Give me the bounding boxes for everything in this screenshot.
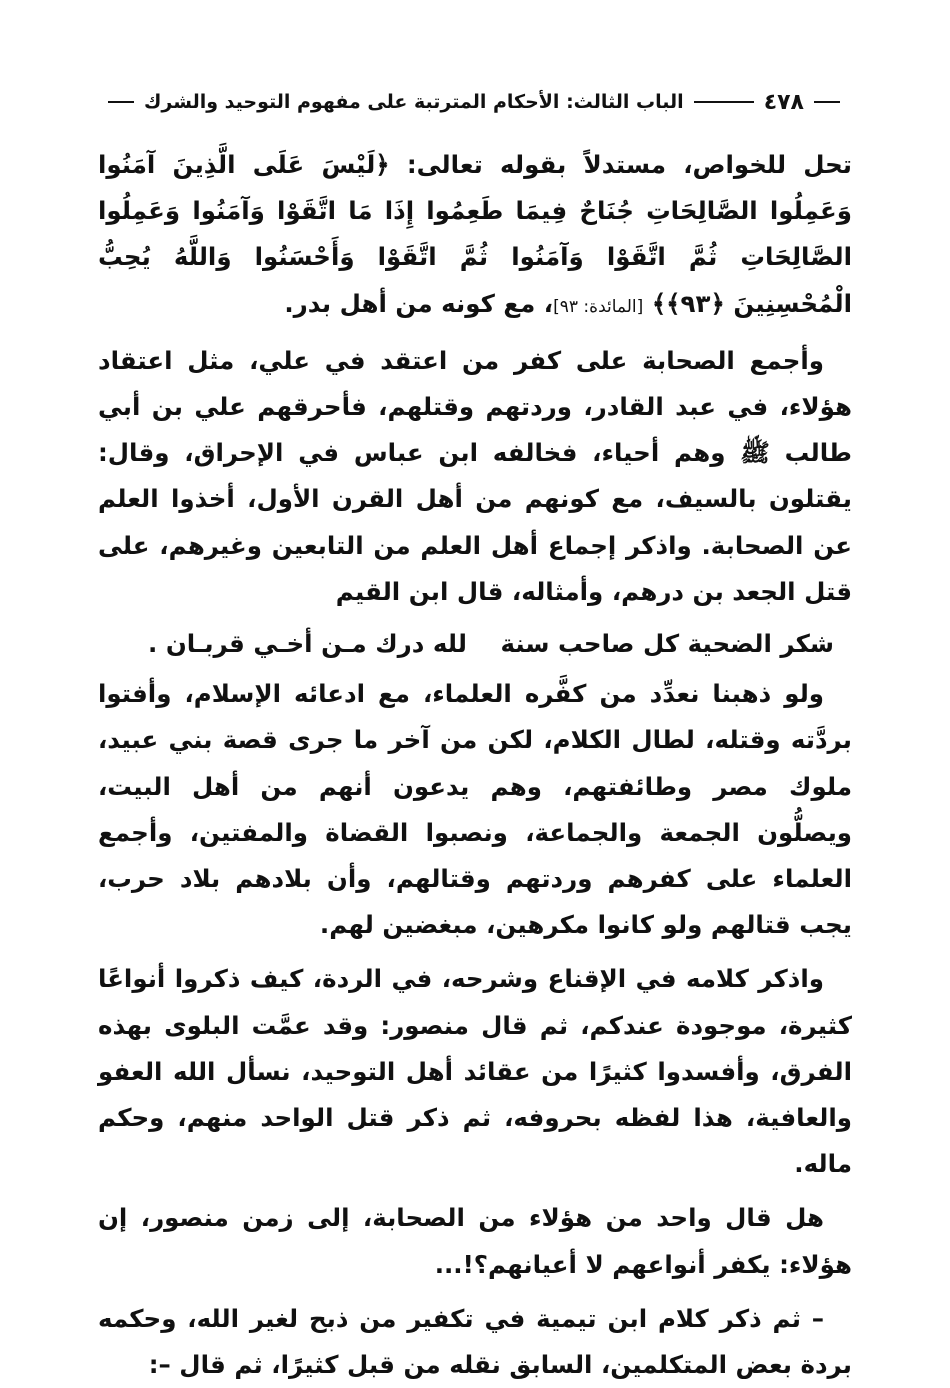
header-rule-right — [814, 101, 840, 103]
paragraph-1-text: تحل للخواص، مستدلاً بقوله تعالى: ﴿لَيْسَ عَلَى الَّذِينَ آمَنُوا وَعَمِلُوا الصَّالِحَاتِ جُنَاحٌ فِيمَا طَعِمُوا إِذَا مَا اتَّقَوْا وَآمَنُوا وَعَمِلُوا الصَّالِحَاتِ ثُمَّ اتَّقَوْا وَآمَنُوا ثُمَّ اتَّقَوْا وَأَحْسَنُوا وَاللَّهُ يُحِبُّ الْمُحْسِنِينَ ﴿٩٣﴾﴾ — [98, 150, 852, 318]
paragraph-4: واذكر كلامه في الإقناع وشرحه، في الردة، كيف ذكروا أنواعًا كثيرة، موجودة عندكم، ثم قال منصور: وقد عمَّت البلوى بهذه الفرق، وأفسدوا كثيرًا من عقائد أهل التوحيد، نسأل الله العفو والعافية، هذا لفظه بحروفه، ثم ذكر قتل الواحد منهم، وحكم ماله. — [98, 964, 852, 1179]
paragraph-2: وأجمع الصحابة على كفر من اعتقد في علي، مثل اعتقاد هؤلاء، في عبد القادر، وردتهم وقتلهم، فأحرقهم علي بن أبي طالب ﷺ وهم أحياء، فخالفه ابن عباس في الإحراق، وقال: يقتلون بالسيف، مع كونهم من أهل القرن الأول، أخذوا العلم عن الصحابة. واذكر إجماع أهل العلم من التابعين وغيرهم، على قتل الجعد بن درهم، وأمثاله، قال ابن القيم — [98, 345, 852, 606]
paragraph-1 — [98, 142, 852, 330]
chapter-title: الباب الثالث: الأحكام المترتبة على مفهوم التوحيد والشرك — [144, 91, 684, 113]
running-header — [98, 86, 850, 118]
page-number: ٤٧٨ — [763, 89, 804, 115]
header-rule-left — [108, 101, 134, 103]
page-body — [98, 142, 852, 1388]
header-rule-middle — [694, 101, 754, 103]
paragraph-6: – ثم ذكر كلام ابن تيمية في تكفير من ذبح لغير الله، وحكمه بردة بعض المتكلمين، السابق نقله من قبل كثيرًا، ثم قال –: — [98, 1303, 852, 1380]
poem-hemistich-left: لله درك مـن أخـي قربـان . — [148, 629, 467, 659]
verse-tail: ، مع كونه من أهل بدر. — [284, 288, 554, 318]
verse-reference: [المائدة: ٩٣] — [553, 296, 644, 317]
paragraph-5: هل قال واحد من هؤلاء من الصحابة، إلى زمن منصور، إن هؤلاء: يكفر أنواعهم لا أعيانهم؟!... — [98, 1203, 852, 1279]
poem-verse — [98, 621, 852, 667]
paragraph-3: ولو ذهبنا نعدِّد من كفَّره العلماء، مع ادعائه الإسلام، وأفتوا بردَّته وقتله، لطال الكلام، لكن من آخر ما جرى قصة بني عبيد، ملوك مصر وطائفتهم، وهم يدعون أنهم من أهل البيت، ويصلُّون الجمعة والجماعة، ونصبوا القضاة والمفتين، وأجمع العلماء على كفرهم وردتهم وقتالهم، وأن بلادهم بلاد حرب، يجب قتالهم ولو كانوا مكرهين، مبغضين لهم. — [98, 679, 852, 940]
poem-hemistich-right: شكر الضحية كل صاحب سنة — [500, 629, 834, 659]
